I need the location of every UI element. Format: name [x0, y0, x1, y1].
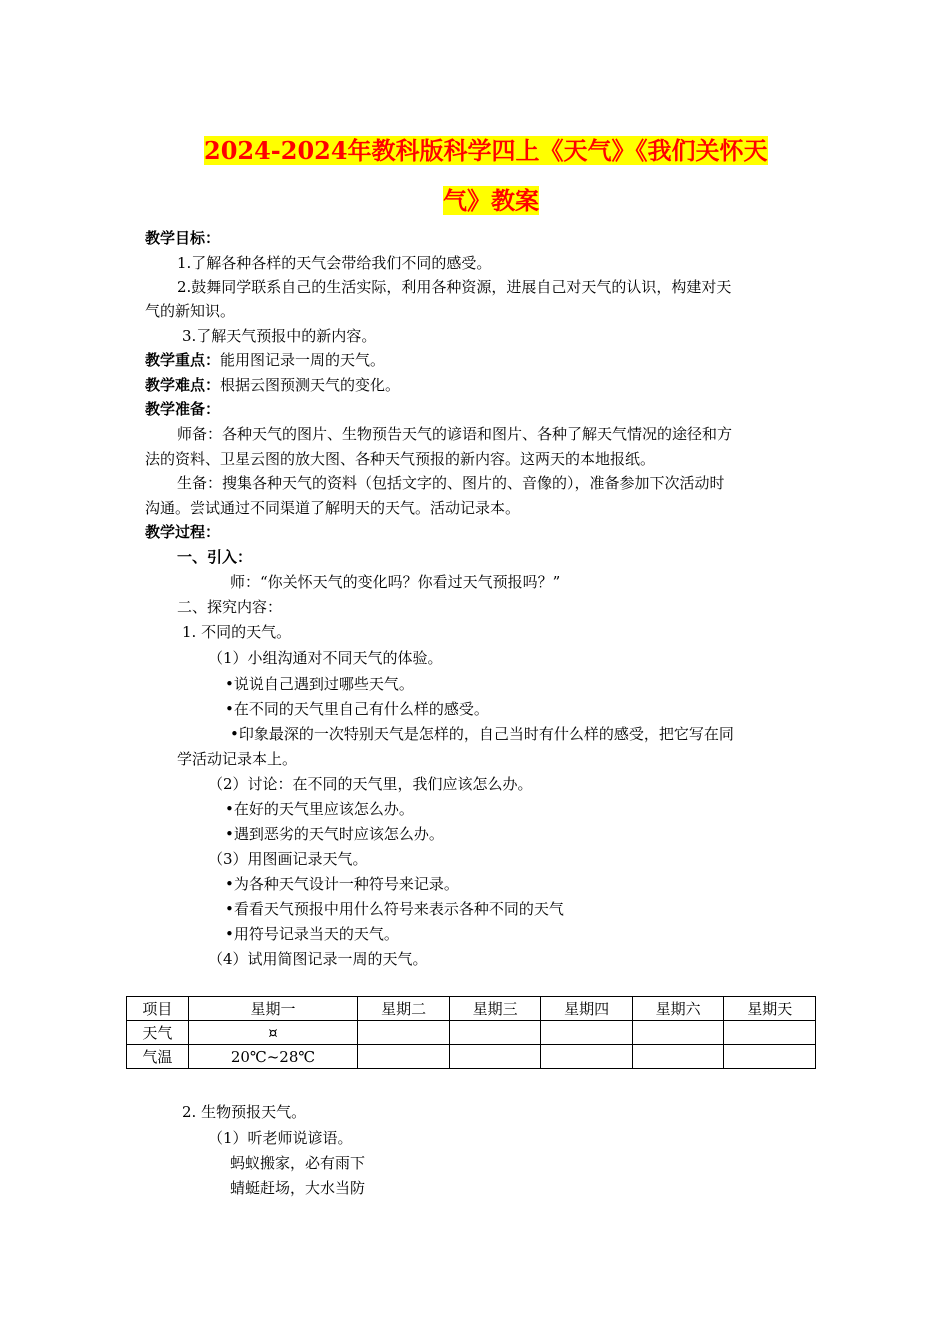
section-1-3-bullet-b: •看看天气预报中用什么符号来表示各种不同的天气: [225, 900, 564, 918]
table-cell: [632, 1021, 724, 1045]
table-cell: 20℃~28℃: [188, 1045, 358, 1069]
section-1-4: （4）试用简图记录一周的天气。: [208, 950, 428, 968]
table-row: [127, 1045, 816, 1069]
goal-item-1: 1.了解各种各样的天气会带给我们不同的感受。: [177, 254, 492, 272]
section-1-1-bullet-c: •印象最深的一次特别天气是怎样的，自己当时有什么样的感受，把它写在同: [230, 725, 734, 743]
section-2-1: （1）听老师说谚语。: [208, 1129, 353, 1147]
table-header-cell: 星期二: [358, 997, 450, 1021]
table-cell: [449, 1045, 541, 1069]
section-1-1-bullet-c-cont: 学活动记录本上。: [177, 750, 298, 768]
table-cell: 天气: [127, 1021, 189, 1045]
weekly-weather-table: [126, 996, 816, 1069]
table-cell: [358, 1021, 450, 1045]
explore-heading: 二、探究内容：: [177, 598, 283, 616]
table-header-cell: 星期三: [449, 997, 541, 1021]
table-header-cell: 星期一: [188, 997, 358, 1021]
document-title-line-2: 气》教案: [443, 186, 539, 215]
table-cell: [541, 1045, 633, 1069]
section-1-3-bullet-a: •为各种天气设计一种符号来记录。: [225, 875, 459, 893]
table-cell: ¤: [188, 1021, 358, 1045]
table-cell: [358, 1045, 450, 1069]
section-1-1-bullet-b: •在不同的天气里自己有什么样的感受。: [225, 700, 489, 718]
table-cell: [724, 1045, 816, 1069]
section-1-1-bullet-a: •说说自己遇到过哪些天气。: [225, 675, 414, 693]
teacher-prep: 师备：各种天气的图片、生物预告天气的谚语和图片、各种了解天气情况的途径和方: [177, 425, 733, 443]
process-heading: 教学过程：: [145, 523, 221, 541]
student-prep-cont: 沟通。尝试通过不同渠道了解明天的天气。活动记录本。: [145, 499, 521, 517]
goals-heading: 教学目标：: [145, 229, 221, 247]
proverb-2: 蜻蜓赶场，大水当防: [230, 1179, 366, 1197]
key-point-label: 教学重点：: [145, 351, 221, 369]
table-header-row: [127, 997, 816, 1021]
key-point-text: 能用图记录一周的天气。: [220, 351, 386, 369]
table-cell: [449, 1021, 541, 1045]
table-header-cell: 星期六: [632, 997, 724, 1021]
difficulty-label: 教学难点：: [145, 376, 221, 394]
table-header-cell: 星期四: [541, 997, 633, 1021]
key-point-row: [145, 350, 385, 370]
difficulty-row: [145, 375, 400, 395]
section-1-3: （3）用图画记录天气。: [208, 850, 368, 868]
goal-item-2: 2.鼓舞同学联系自己的生活实际，利用各种资源，进展自己对天气的认识，构建对天: [177, 278, 732, 296]
section-1-2: （2）讨论：在不同的天气里，我们应该怎么办。: [208, 775, 533, 793]
table-row: [127, 1021, 816, 1045]
document-title-line-1: 2024-2024年教科版科学四上《天气》《我们关怀天: [204, 136, 768, 165]
goal-item-2-cont: 气的新知识。: [145, 302, 236, 320]
table-cell: [724, 1021, 816, 1045]
section-1-2-bullet-b: •遇到恶劣的天气时应该怎么办。: [225, 825, 444, 843]
difficulty-text: 根据云图预测天气的变化。: [220, 376, 401, 394]
table-cell: [541, 1021, 633, 1045]
goal-item-3: 3.了解天气预报中的新内容。: [182, 327, 377, 345]
teacher-prep-cont: 法的资料、卫星云图的放大图、各种天气预报的新内容。这两天的本地报纸。: [145, 450, 656, 468]
section-1-3-bullet-c: •用符号记录当天的天气。: [225, 925, 399, 943]
section-2-heading: 2. 生物预报天气。: [182, 1103, 307, 1121]
table-header-cell: 星期天: [724, 997, 816, 1021]
section-1-2-bullet-a: •在好的天气里应该怎么办。: [225, 800, 414, 818]
student-prep: 生备：搜集各种天气的资料（包括文字的、图片的、音像的），准备参加下次活动时: [177, 474, 725, 492]
section-1-1: （1）小组沟通对不同天气的体验。: [208, 649, 443, 667]
proverb-1: 蚂蚁搬家，必有雨下: [230, 1154, 366, 1172]
table-cell: [632, 1045, 724, 1069]
section-1-heading: 1. 不同的天气。: [182, 623, 292, 641]
table-cell: 气温: [127, 1045, 189, 1069]
teacher-quote: 师：“你关怀天气的变化吗？你看过天气预报吗？”: [230, 573, 561, 591]
intro-heading: 一、引入：: [177, 548, 253, 566]
preparation-heading: 教学准备：: [145, 400, 221, 418]
table-header-cell: 项目: [127, 997, 189, 1021]
